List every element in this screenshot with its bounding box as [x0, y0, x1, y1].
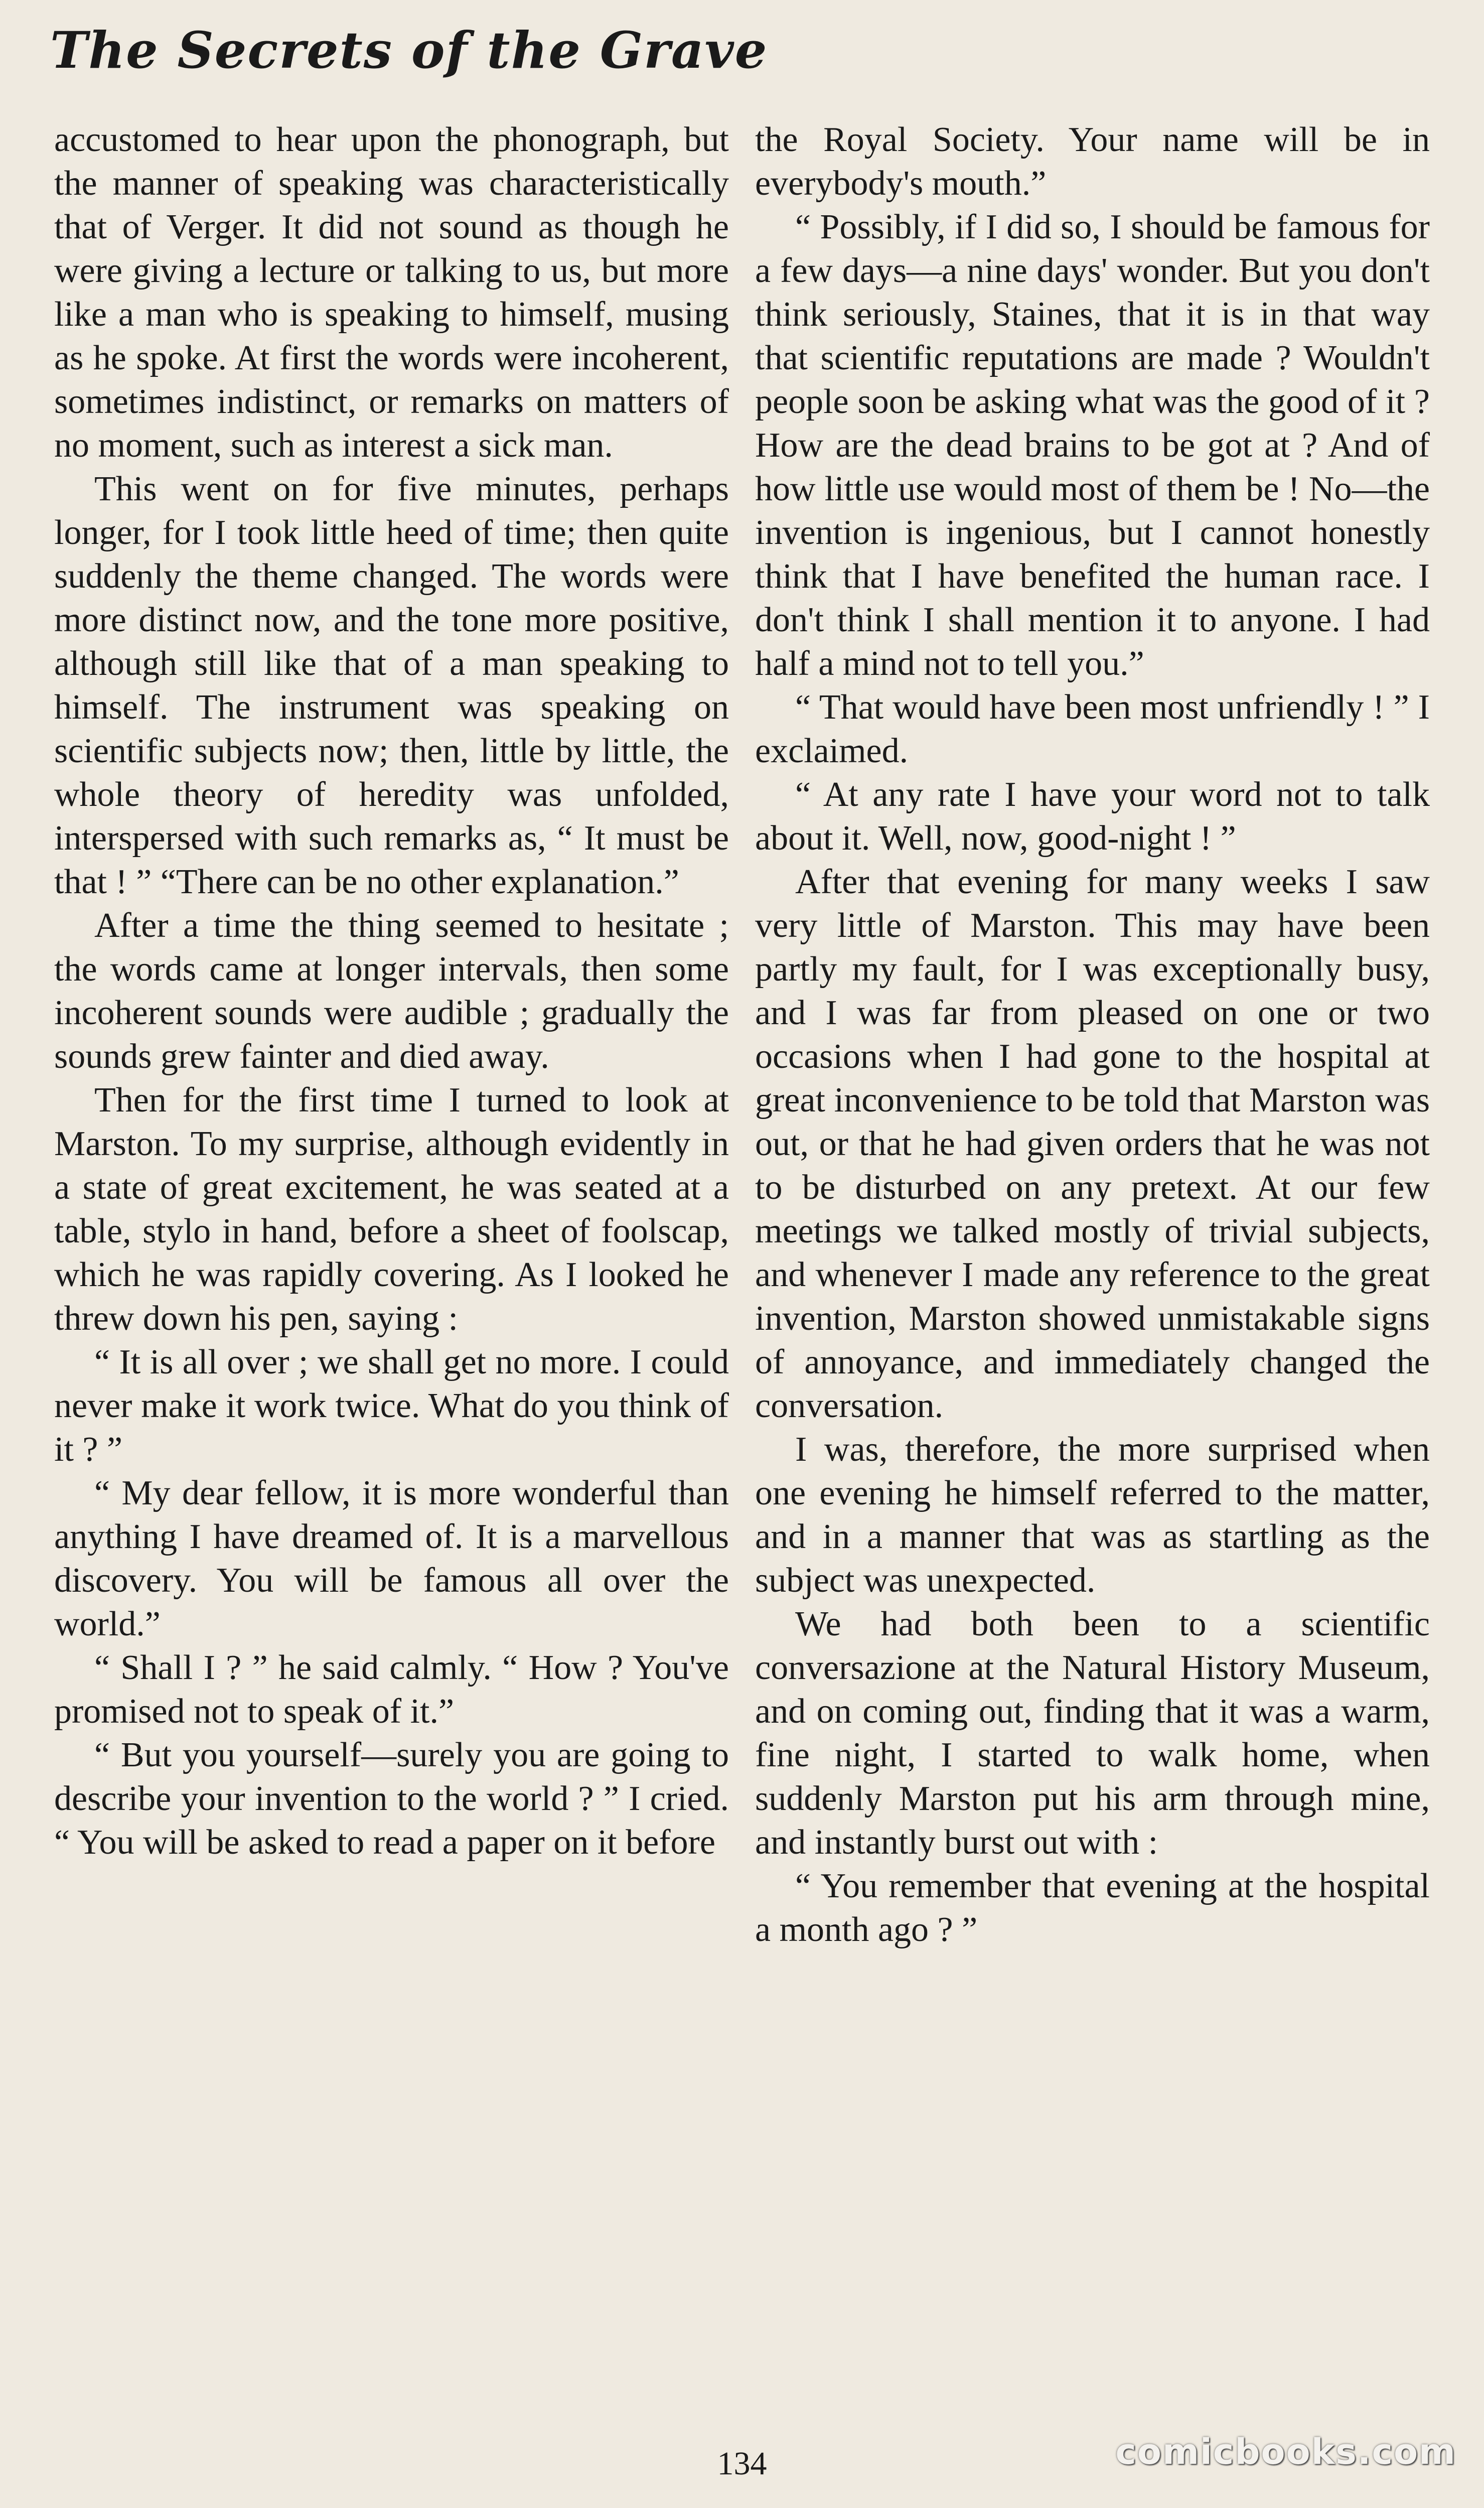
paragraph: Then for the first time I turned to look at Marston. To my surprise, although evidently in a state of great excitement, he was seated at a table, stylo in hand, before a sheet of foolscap, which he was rapidly covering. As I looked he threw down his pen, saying :: [54, 1081, 729, 1338]
paragraph: “ You remember that evening at the hospital a month ago ? ”: [755, 1867, 1430, 1949]
paragraph: “ It is all over ; we shall get no more. I could never make it work twice. What do you think of it ? ”: [54, 1343, 729, 1469]
watermark: comicbooks.com: [1115, 2431, 1456, 2472]
paragraph: After that evening for many weeks I saw very little of Marston. This may have been partly my fault, for I was exceptionally busy, and I was far from pleased on one or two occasions when I had gone to the hospital at great inconvenience to be told that Marston was out, or that he had given orders that he was not to be disturbed on any pretext. At our few meetings we talked mostly of trivial subjects, and whenever I made any reference to the great invention, Marston showed unmistakable signs of annoyance, and immediately changed the conversation.: [755, 863, 1430, 1425]
paragraph: accustomed to hear upon the phonograph, but the manner of speaking was characteristically that of Verger. It did not sound as though he were giving a lecture or talking to us, but more like a man who is speaking to himself, musing as he spoke. At first the words were incoherent, sometimes indistinct, or remarks on matters of no moment, such as interest a sick man.: [54, 120, 729, 465]
paragraph: “ But you yourself—surely you are going to describe your invention to the world ? ” I cried. “ You will be asked to read a paper on it before: [54, 1736, 729, 1862]
paragraph: “ At any rate I have your word not to talk about it. Well, now, good-night ! ”: [755, 775, 1430, 858]
paragraph: “ That would have been most unfriendly ! ” I exclaimed.: [755, 688, 1430, 770]
paragraph: We had both been to a scientific conversazione at the Natural History Museum, and on coming out, finding that it was a warm, fine night, I started to walk home, when suddenly Marston put his arm through mine, and instantly burst out with :: [755, 1605, 1430, 1862]
paragraph: “ Possibly, if I did so, I should be famous for a few days—a nine days' wonder. But you don't think seriously, Staines, that it is in that way that scientific reputations are made ? Wouldn't people soon be asking what was the good of it ? How are the dead brains to be got at ? And of how little use would most of them be ! No—the invention is ingenious, but I cannot honestly think that I have benefited the human race. I don't think I shall mention it to anyone. I had half a mind not to tell you.”: [755, 208, 1430, 683]
paragraph: I was, therefore, the more surprised when one evening he himself referred to the matter, and in a manner that was as startling as the subject was unexpected.: [755, 1430, 1430, 1600]
right-column: [755, 118, 1430, 1952]
page-title: The Secrets of the Grave: [50, 21, 768, 80]
paragraph: “ My dear fellow, it is more wonderful than anything I have dreamed of. It is a marvellous discovery. You will be famous all over the world.”: [54, 1474, 729, 1643]
page-number: 134: [717, 2445, 767, 2482]
left-column: [54, 118, 729, 1864]
paragraph: After a time the thing seemed to hesitate ; the words came at longer intervals, then some incoherent sounds were audible ; gradually the sounds grew fainter and died away.: [54, 906, 729, 1076]
paragraph: This went on for five minutes, perhaps longer, for I took little heed of time; then quite suddenly the theme changed. The words were more distinct now, and the tone more positive, although still like that of a man speaking to himself. The instrument was speaking on scientific subjects now; then, little by little, the whole theory of heredity was unfolded, interspersed with such remarks as, “ It must be that ! ” “There can be no other explanation.”: [54, 470, 729, 901]
paragraph: the Royal Society. Your name will be in everybody's mouth.”: [755, 120, 1430, 203]
paragraph: “ Shall I ? ” he said calmly. “ How ? You've promised not to speak of it.”: [54, 1648, 729, 1731]
